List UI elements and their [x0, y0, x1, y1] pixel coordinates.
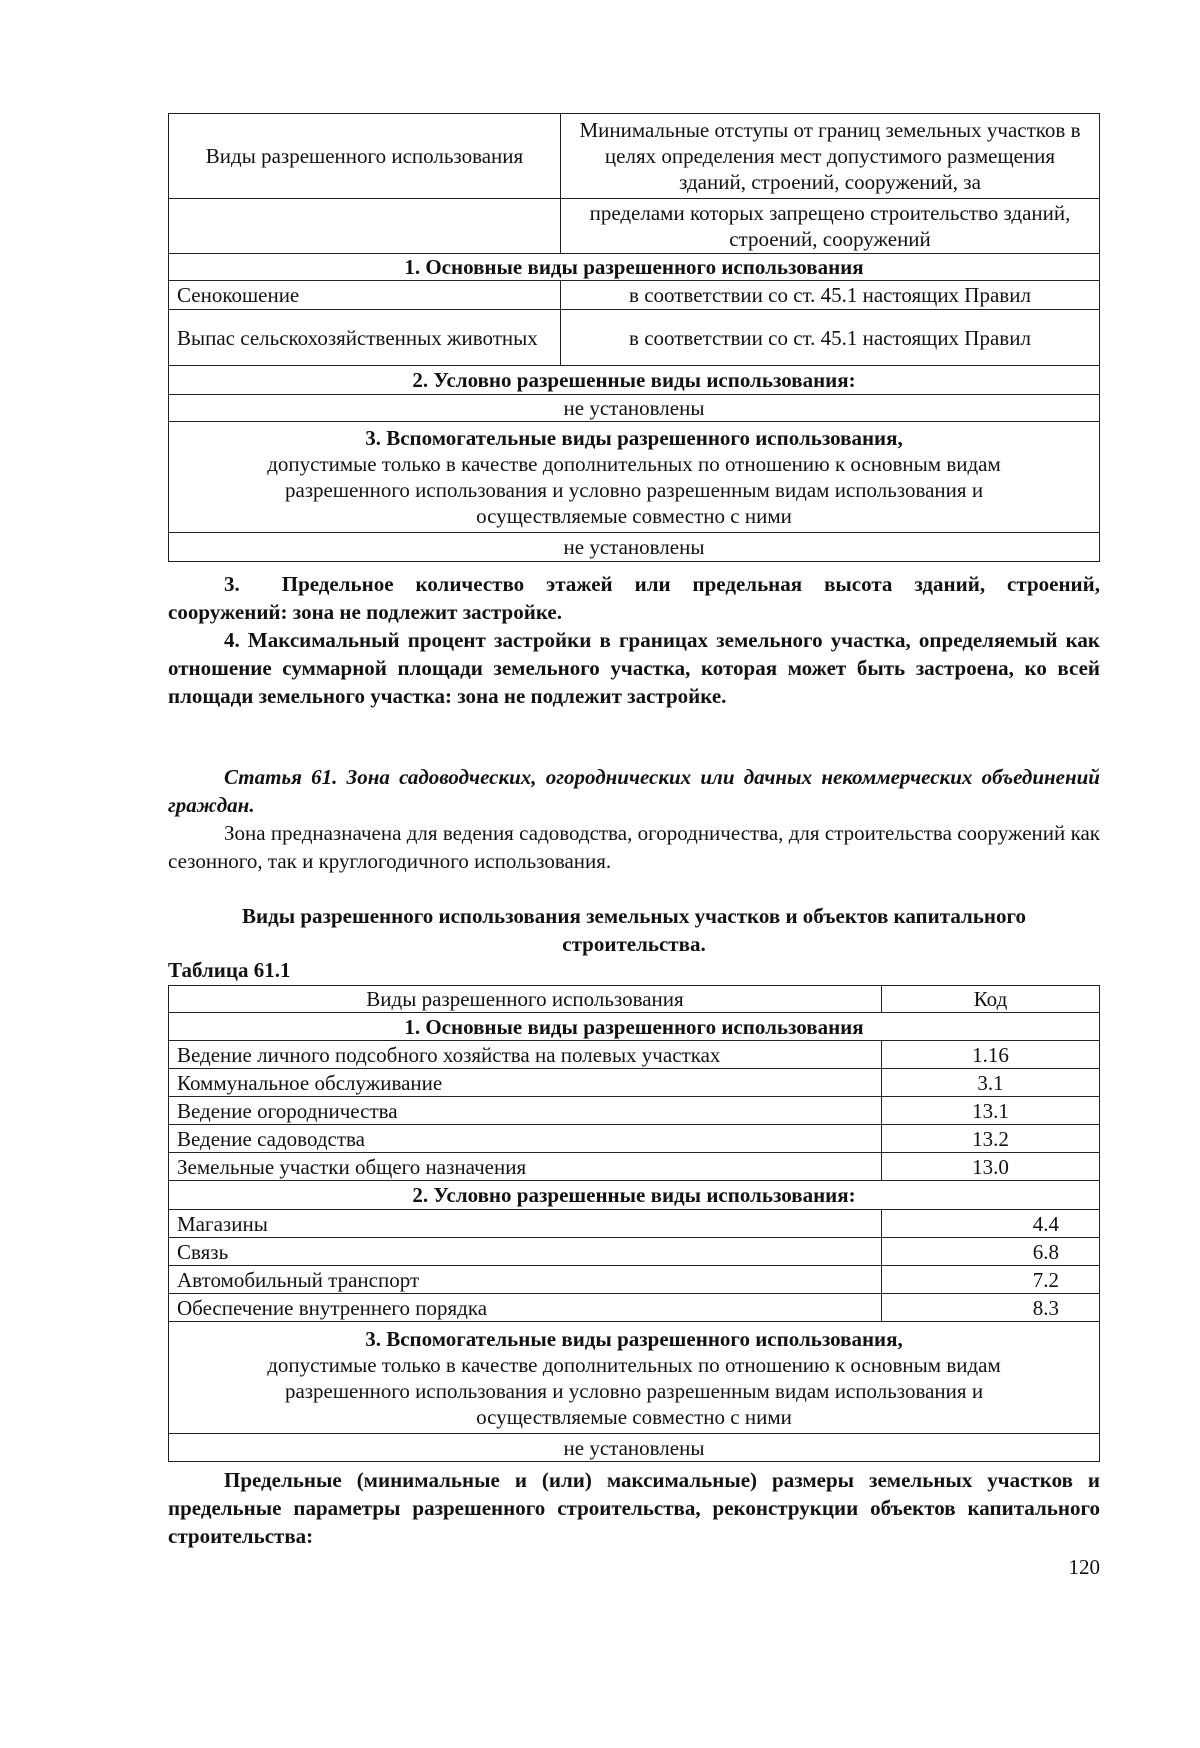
table-row [169, 1097, 1100, 1125]
article-title: Статья 61. Зона садоводческих, огороднических или дачных некоммерческих объединений граждан. [168, 765, 1100, 817]
use-name: Сенокошение [169, 281, 561, 310]
section3-value: не установлены [169, 533, 1100, 562]
section2-heading: 2. Условно разрешенные виды использования: [169, 1181, 1100, 1210]
section1-heading: 1. Основные виды разрешенного использования [169, 254, 1100, 281]
section3-description: допустимые только в качестве дополнительных по отношению к основным видам разрешенного использования и условно разрешенным видам использования и осуществляемые совместно с ними [267, 452, 1001, 528]
final-paragraph: Предельные (минимальные и (или) максимальные) размеры земельных участков и предельные параметры разрешенного строительства, реконструкции объектов капитального строительства: [168, 1468, 1100, 1548]
section3-heading: 3. Вспомогательные виды разрешенного использования, [365, 426, 903, 450]
use-name: Магазины [169, 1210, 882, 1238]
use-name: Выпас сельскохозяйственных животных [169, 310, 561, 366]
use-code: 3.1 [882, 1069, 1100, 1097]
table-row [169, 1041, 1100, 1069]
table2-heading: Виды разрешенного использования земельных участков и объектов капитального строительства. [241, 904, 1027, 956]
use-name: Ведение огородничества [169, 1097, 882, 1125]
table-row [169, 1294, 1100, 1322]
table-row [169, 1125, 1100, 1153]
table-row [169, 1153, 1100, 1181]
section3-value: не установлены [169, 1434, 1100, 1462]
use-name: Ведение садоводства [169, 1125, 882, 1153]
table-row [169, 1069, 1100, 1097]
use-name: Земельные участки общего назначения [169, 1153, 882, 1181]
section3-heading: 3. Вспомогательные виды разрешенного использования, [365, 1326, 903, 1351]
use-name: Ведение личного подсобного хозяйства на полевых участках [169, 1041, 882, 1069]
header-col2-part1: Минимальные отступы от границ земельных участков в целях определения мест допустимого размещения зданий, строений, сооружений, за [561, 114, 1100, 199]
use-code: 1.16 [882, 1041, 1100, 1069]
use-code: 4.4 [882, 1210, 1100, 1238]
use-code: 6.8 [882, 1238, 1100, 1266]
table2-label: Таблица 61.1 [168, 958, 291, 982]
use-name: Автомобильный транспорт [169, 1266, 882, 1294]
permitted-use-codes-table [168, 985, 1100, 1462]
section2-value: не установлены [169, 395, 1100, 422]
permitted-use-setbacks-table [168, 113, 1100, 562]
use-name: Коммунальное обслуживание [169, 1069, 882, 1097]
article-description: Зона предназначена для ведения садоводства, огородничества, для строительства сооружений как сезонного, так и круглогодичного использования. [168, 821, 1100, 873]
table-row [169, 281, 1100, 310]
table-row [169, 310, 1100, 366]
header-col1: Виды разрешенного использования [169, 114, 561, 199]
use-name: Обеспечение внутреннего порядка [169, 1294, 882, 1322]
paragraph-max-percent: 4. Максимальный процент застройки в границах земельного участка, определяемый как отношение суммарной площади земельного участка, которая может быть застроена, ко всей площади земельного участка: зона не подлежит застройке. [168, 628, 1100, 708]
table-row [169, 1266, 1100, 1294]
section2-heading: 2. Условно разрешенные виды использования: [169, 366, 1100, 395]
use-name: Связь [169, 1238, 882, 1266]
use-code: 13.2 [882, 1125, 1100, 1153]
section3-block [169, 1322, 1100, 1434]
setback-value: в соответствии со ст. 45.1 настоящих Правил [561, 281, 1100, 310]
table-row [169, 1238, 1100, 1266]
section3-block [169, 422, 1100, 533]
table-row [169, 1210, 1100, 1238]
page-number: 120 [1068, 1555, 1100, 1579]
setback-value: в соответствии со ст. 45.1 настоящих Правил [561, 310, 1100, 366]
header-col2: Код [882, 986, 1100, 1013]
section3-description: допустимые только в качестве дополнительных по отношению к основным видам разрешенного использования и условно разрешенным видам использования и осуществляемые совместно с ними [267, 1352, 1001, 1429]
use-code: 13.0 [882, 1153, 1100, 1181]
empty-cell [169, 199, 561, 254]
paragraph-floors: 3. Предельное количество этажей или предельная высота зданий, строений, сооружений: зона не подлежит застройке. [168, 572, 1100, 624]
header-col1: Виды разрешенного использования [169, 986, 882, 1013]
header-col2-part2: пределами которых запрещено строительство зданий, строений, сооружений [561, 199, 1100, 254]
section1-heading: 1. Основные виды разрешенного использования [169, 1013, 1100, 1041]
use-code: 7.2 [882, 1266, 1100, 1294]
use-code: 8.3 [882, 1294, 1100, 1322]
use-code: 13.1 [882, 1097, 1100, 1125]
